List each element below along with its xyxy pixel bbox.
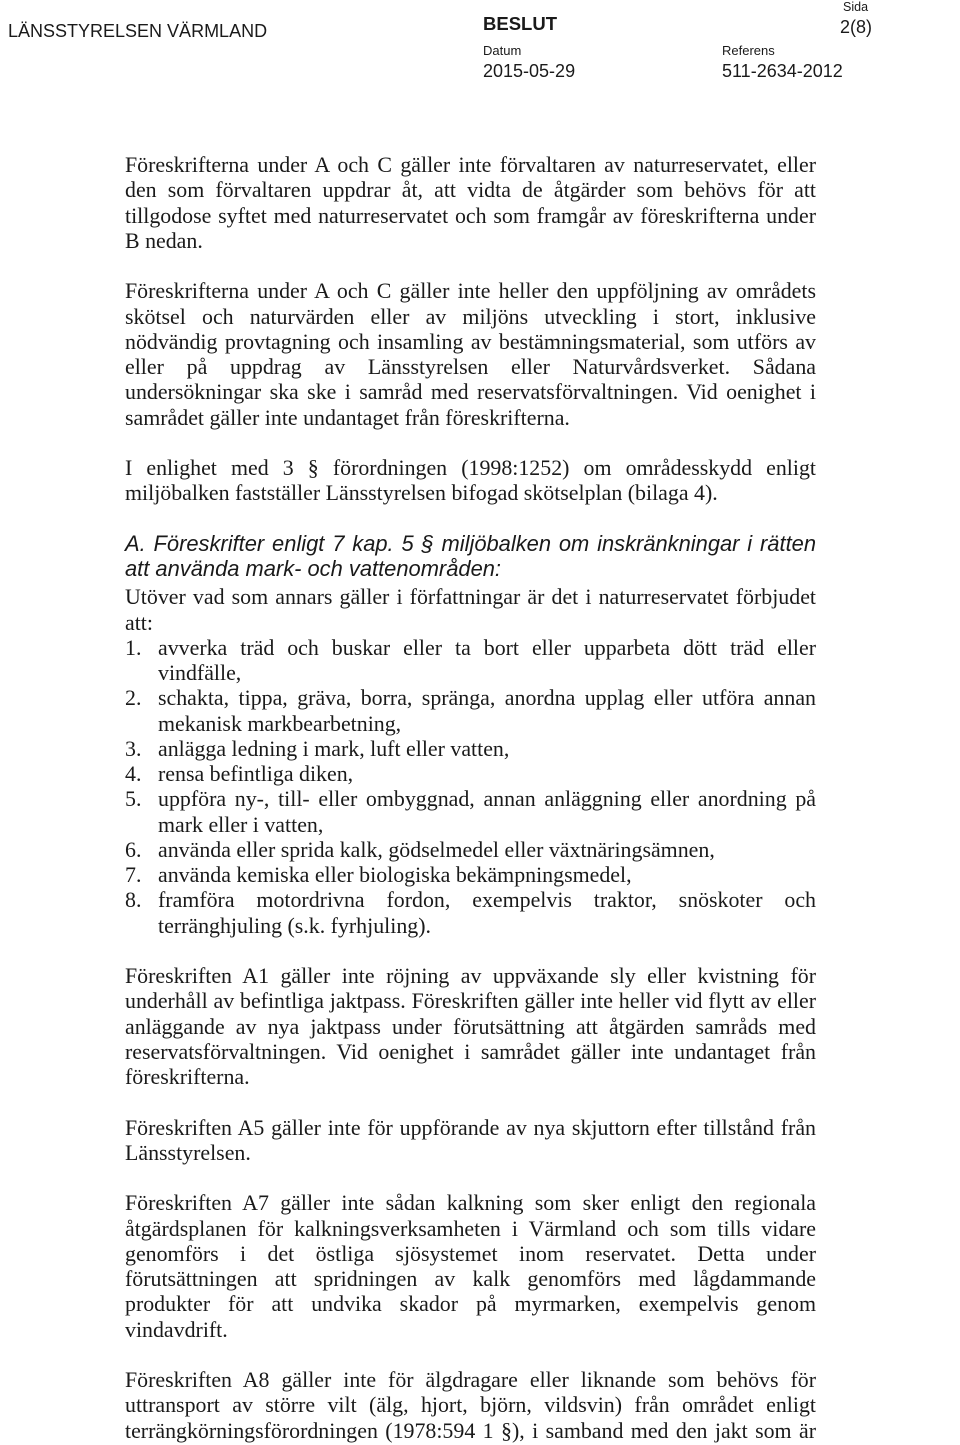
document-body — [125, 152, 816, 1443]
document-type: BESLUT — [483, 13, 557, 34]
paragraph-management-plan — [125, 455, 816, 506]
paragraph-a1-exemption — [125, 963, 816, 1089]
text-line: mekanisk markbearbetning, — [158, 710, 402, 736]
text-line: att: — [125, 609, 153, 635]
text-line: genomförs i det östliga sjösystemet inom reservatet. Detta under — [125, 1240, 816, 1266]
prohibition-item — [125, 761, 816, 786]
text-line: underhåll av befintliga jaktpass. Föreskriften gäller inte heller vid flytt av eller — [125, 988, 816, 1014]
date-label: Datum — [483, 43, 522, 58]
text-line: åtgärdsplanen för kalkningsverksamheten i Värmland och som tills vidare — [125, 1215, 816, 1241]
text-line: skötsel och naturvärden eller av miljöns utveckling i stort, inklusive — [125, 303, 816, 329]
prohibition-item — [125, 736, 816, 761]
page-label: Sida — [843, 0, 869, 14]
prohibition-item — [125, 887, 816, 938]
item-number: 3. — [125, 735, 142, 761]
text-line: uppföra ny-, till- eller ombyggnad, annan anläggning eller anordning på — [158, 786, 816, 812]
prohibition-item — [125, 635, 816, 686]
heading-line: att använda mark- och vattenområden: — [125, 556, 501, 581]
text-line: vindavdrift. — [125, 1316, 228, 1342]
text-line: anläggande av nya jaktpass under förutsättning att åtgärden samråds med — [125, 1013, 816, 1039]
paragraph-a5-exemption — [125, 1115, 816, 1166]
text-line: anlägga ledning i mark, luft eller vatten, — [158, 735, 510, 761]
text-line: Föreskriften A5 gäller inte för uppförande av nya skjuttorn efter tillstånd från — [125, 1114, 816, 1140]
paragraph-manager-exemption — [125, 152, 816, 253]
text-line: använda kemiska eller biologiska bekämpningsmedel, — [158, 862, 632, 887]
text-line: Föreskriften A8 gäller inte för älgdragare eller liknande som behövs för — [125, 1367, 816, 1392]
text-line: tillgodose syftet med naturreservatet och som framgår av föreskrifterna under — [125, 202, 816, 228]
reference-label: Referens — [722, 43, 775, 58]
decision-date: 2015-05-29 — [483, 61, 576, 81]
text-line: produkter för att undvika skador på myrmarken, exempelvis genom — [125, 1291, 816, 1317]
text-line: reservatsförvaltningen. Vid oenighet i samrådet gäller inte undantaget från — [125, 1038, 816, 1064]
text-line: föreskrifterna. — [125, 1064, 250, 1089]
text-line: Föreskrifterna under A och C gäller inte förvaltaren av naturreservatet, eller — [125, 152, 816, 177]
text-line: miljöbalken fastställer Länsstyrelsen bifogad skötselplan (bilaga 4). — [125, 480, 718, 506]
text-line: Föreskriften A7 gäller inte sådan kalkning som sker enligt den regionala — [125, 1190, 816, 1216]
prohibition-item — [125, 862, 816, 887]
text-line: förutsättningen att spridningen av kalk genomförs med lågdammande — [125, 1266, 816, 1291]
item-number: 5. — [125, 786, 142, 812]
text-line: terrängkörningsförordningen (1978:594 1 §), i samband med den jakt som är — [125, 1417, 816, 1443]
text-line: avverka träd och buskar eller ta bort eller upparbeta dött träd eller — [158, 634, 816, 660]
text-line: vindfälle, — [158, 660, 242, 685]
text-line: nödvändig provtagning och insamling av bestämningsmaterial, som utförs av — [125, 328, 816, 354]
text-line: mark eller i vatten, — [158, 811, 324, 837]
organization-name: LÄNSSTYRELSEN VÄRMLAND — [8, 21, 268, 41]
item-number: 4. — [125, 761, 142, 786]
text-line: Föreskriften A1 gäller inte röjning av uppväxande sly eller kvistning för — [125, 963, 816, 988]
text-line: den som förvaltaren uppdrar åt, att vidta de åtgärder som behövs för att — [125, 177, 816, 203]
text-line: framföra motordrivna fordon, exempelvis traktor, snöskoter och — [158, 887, 816, 913]
text-line: använda eller sprida kalk, gödselmedel eller växtnäringsämnen, — [158, 836, 715, 862]
item-number: 6. — [125, 836, 142, 862]
text-line: I enlighet med 3 § förordningen (1998:1252) om områdesskydd enligt — [125, 455, 816, 480]
text-line: rensa befintliga diken, — [158, 761, 354, 786]
reference-number: 511-2634-2012 — [722, 61, 843, 81]
item-number: 8. — [125, 887, 142, 913]
text-line: eller på uppdrag av Länsstyrelsen eller Naturvårdsverket. Sådana — [125, 354, 816, 379]
text-line: Utöver vad som annars gäller i författningar är det i naturreservatet förbjudet — [125, 584, 816, 610]
section-a-heading — [125, 531, 816, 582]
prohibition-list — [125, 635, 816, 938]
heading-line: A. Föreskrifter enligt 7 kap. 5 § miljöbalken om inskränkningar i rätten — [125, 530, 816, 556]
item-number: 2. — [125, 685, 142, 711]
text-line: undersökningar ska ske i samråd med reservatsförvaltningen. Vid oenighet i — [125, 379, 816, 405]
text-line: uttransport av större vilt (älg, hjort, björn, vildsvin) från området enligt — [125, 1392, 816, 1418]
text-line: Föreskrifterna under A och C gäller inte heller den uppföljning av områdets — [125, 278, 816, 304]
section-a-intro — [125, 584, 816, 635]
text-line: Länsstyrelsen. — [125, 1139, 251, 1165]
paragraph-a8-exemption — [125, 1367, 816, 1443]
text-line: B nedan. — [125, 227, 203, 253]
prohibition-item — [125, 837, 816, 862]
page-number: 2(8) — [840, 17, 873, 37]
paragraph-monitoring-exemption — [125, 278, 816, 430]
paragraph-a7-exemption — [125, 1190, 816, 1342]
text-line: samrådet gäller inte undantaget från föreskrifterna. — [125, 404, 570, 430]
text-line: schakta, tippa, gräva, borra, spränga, anordna upplag eller utföra annan — [158, 685, 816, 711]
item-number: 7. — [125, 862, 142, 887]
prohibition-item — [125, 685, 816, 736]
item-number: 1. — [125, 634, 142, 660]
text-line: terränghjuling (s.k. fyrhjuling). — [158, 912, 431, 938]
prohibition-item — [125, 786, 816, 837]
